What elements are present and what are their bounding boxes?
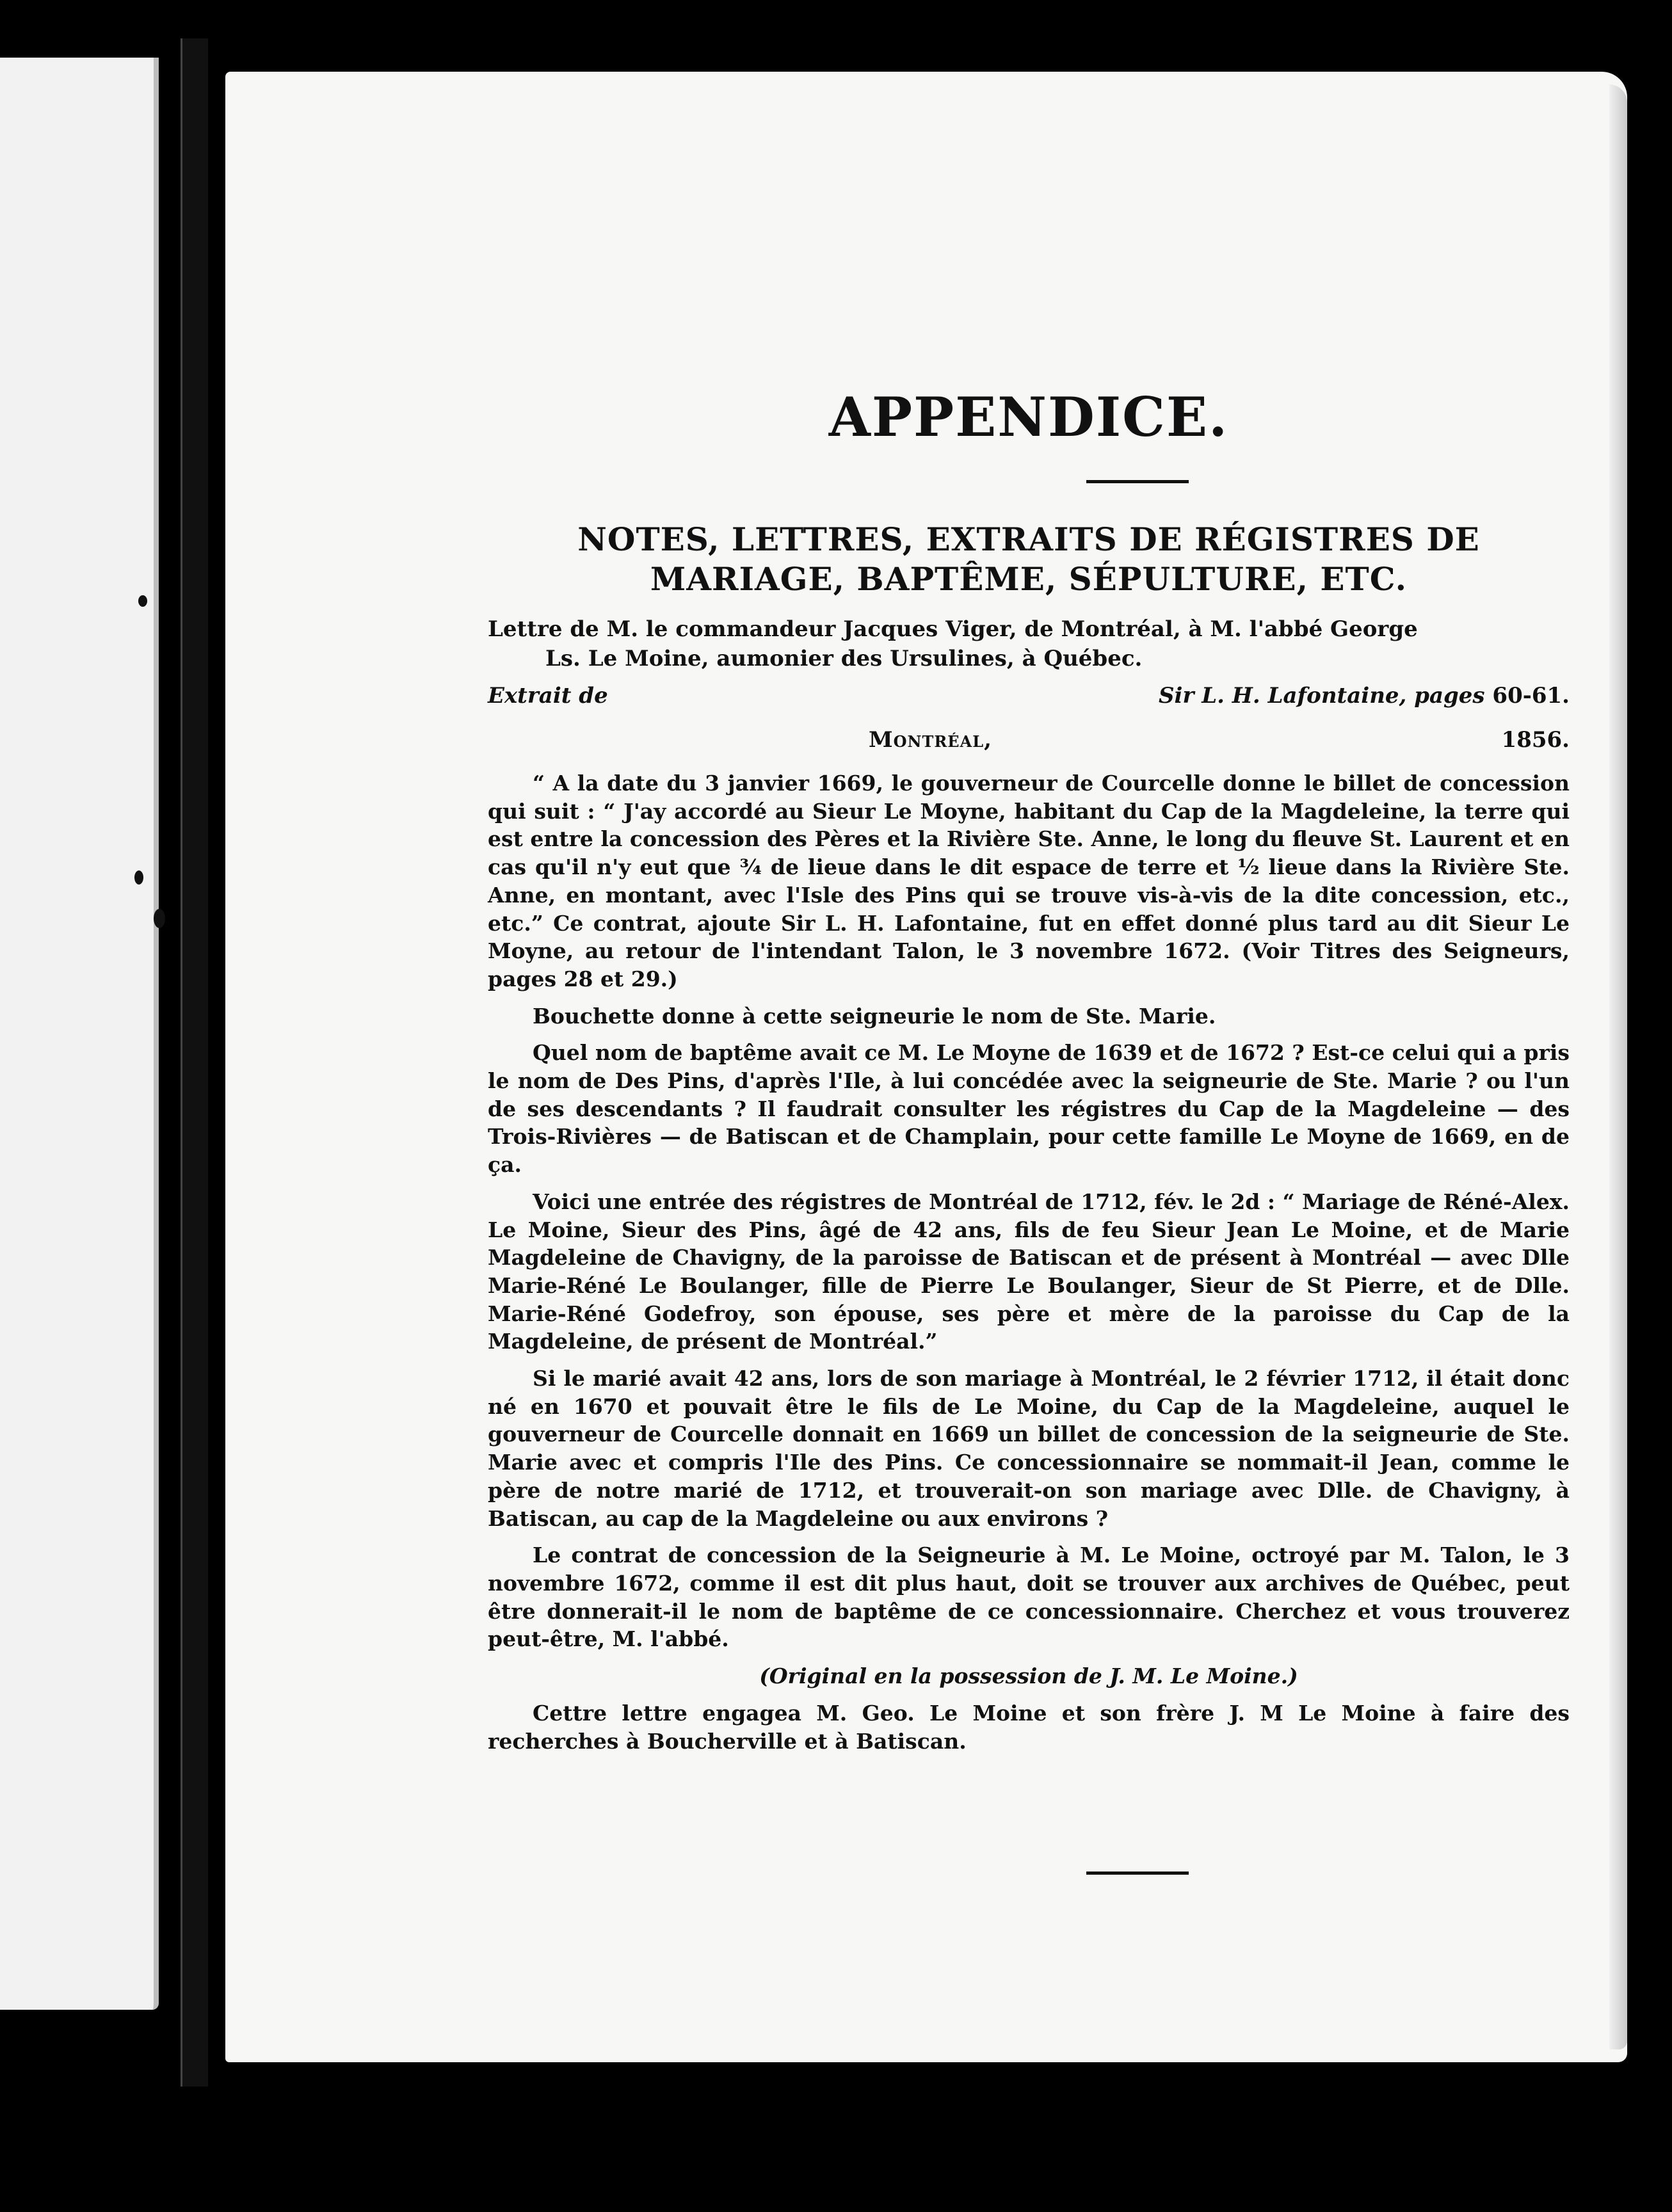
closing-rule [1086,1871,1189,1875]
letter-heading [488,614,1570,673]
extract-pages: 60-61. [1492,683,1570,709]
letter-heading-line-1: Lettre de M. le commandeur Jacques Viger, de Montréal, à M. l'abbé George [488,616,1418,642]
paragraph-4: Voici une entrée des régistres de Montréal de 1712, fév. le 2d : “ Mariage de Réné-Alex. Le Moine, Sieur des Pins, âgé de 42 ans, fils de feu Sieur Jean Le Moine, et de Marie Magdeleine de Chavigny, de la paroisse de Batiscan et de présent à Montréal — avec Dlle Marie-Réné Le Boulanger, fille de Pierre Le Boulanger, Sieur de St Pierre, et de Dlle. Marie-Réné Godefroy, son épouse, ses père et mère de la paroisse du Cap de la Magdeleine, de présent de Montréal.” [488,1189,1570,1354]
paragraph-3: Quel nom de baptême avait ce M. Le Moyne de 1639 et de 1672 ? Est-ce celui qui a pris le nom de Des Pins, d'après l'Ile, à lui concédée avec la seigneurie de Ste. Marie ? ou l'un de ses descendants ? Il faudrait consulter les régistres du Cap de la Magdeleine — des Trois-Rivières — de Batiscan et de Champlain, pour cette famille Le Moyne de 1669, en de ça. [488,1040,1570,1178]
title-rule [1086,480,1189,483]
paragraph-2: Bouchette donne à cette seigneurie le nom de Ste. Marie. [533,1003,1216,1029]
extract-reference [1159,683,1570,709]
section-heading [488,520,1570,599]
closing-paragraph: Cettre lettre engagea M. Geo. Le Moine et son frère J. M Le Moine à faire des recherches à Boucherville et à Batiscan. [488,1700,1570,1754]
page [225,72,1627,2062]
dateline-year: 1856. [1501,727,1570,753]
letter-body [488,769,1570,1764]
section-heading-line-1: NOTES, LETTRES, EXTRAITS DE RÉGISTRES DE [577,520,1480,558]
extract-label: Extrait de [488,683,608,709]
book-spine [181,38,208,2087]
section-heading-line-2: MARIAGE, BAPTÊME, SÉPULTURE, ETC. [650,560,1408,598]
binding-mark [138,595,147,607]
page-title: APPENDICE. [828,385,1229,449]
paragraph-5: Si le marié avait 42 ans, lors de son mariage à Montréal, le 2 février 1712, il était donc né en 1670 et pouvait être le fils de Le Moine, du Cap de la Magdeleine, auquel le gouverneur de Courcelle donnait en 1669 un billet de concession de la seigneurie de Ste. Marie avec et compris l'Ile des Pins. Ce concessionnaire se nommait-il Jean, comme le père de notre marié de 1712, et trouverait-on son mariage avec Dlle. de Chavigny, à Batiscan, au cap de la Magdeleine ou aux environs ? [488,1366,1570,1531]
extract-author: Sir L. H. Lafontaine, pages [1158,683,1485,709]
dateline-place: Montréal, [869,727,992,753]
extract-source [488,683,1570,709]
source-note: (Original en la possession de J. M. Le Moine.) [759,1663,1298,1689]
binding-mark [154,909,165,928]
paragraph-1: “ A la date du 3 janvier 1669, le gouverneur de Courcelle donne le billet de concession qui suit : “ J'ay accordé au Sieur Le Moyne, habitant du Cap de la Magdeleine, la terre qui est entre la concession des Pères et la Rivière Ste. Anne, le long du fleuve St. Laurent et en cas qu'il n'y eut que ¾ de lieue dans le dit espace de terre et ½ lieue dans la Rivière Ste. Anne, en montant, avec l'Isle des Pins qui se trouve vis-à-vis de la dite concession, etc., etc.” Ce contrat, ajoute Sir L. H. Lafontaine, fut en effet donné plus tard au dit Sieur Le Moyne, au retour de l'intendant Talon, le 3 novembre 1672. (Voir Titres des Seigneurs, pages 28 et 29.) [488,771,1570,991]
paragraph-6: Le contrat de concession de la Seigneurie à M. Le Moine, octroyé par M. Talon, le 3 novembre 1672, comme il est dit plus haut, doit se trouver aux archives de Québec, peut être donnerait-il le nom de baptême de ce concessionnaire. Cherchez et vous trouverez peut-être, M. l'abbé. [488,1543,1570,1652]
facing-page-edge [0,58,159,2010]
page-edge [1609,84,1627,2049]
binding-mark [134,870,143,885]
letter-heading-line-2: Ls. Le Moine, aumonier des Ursulines, à Québec. [545,646,1143,671]
